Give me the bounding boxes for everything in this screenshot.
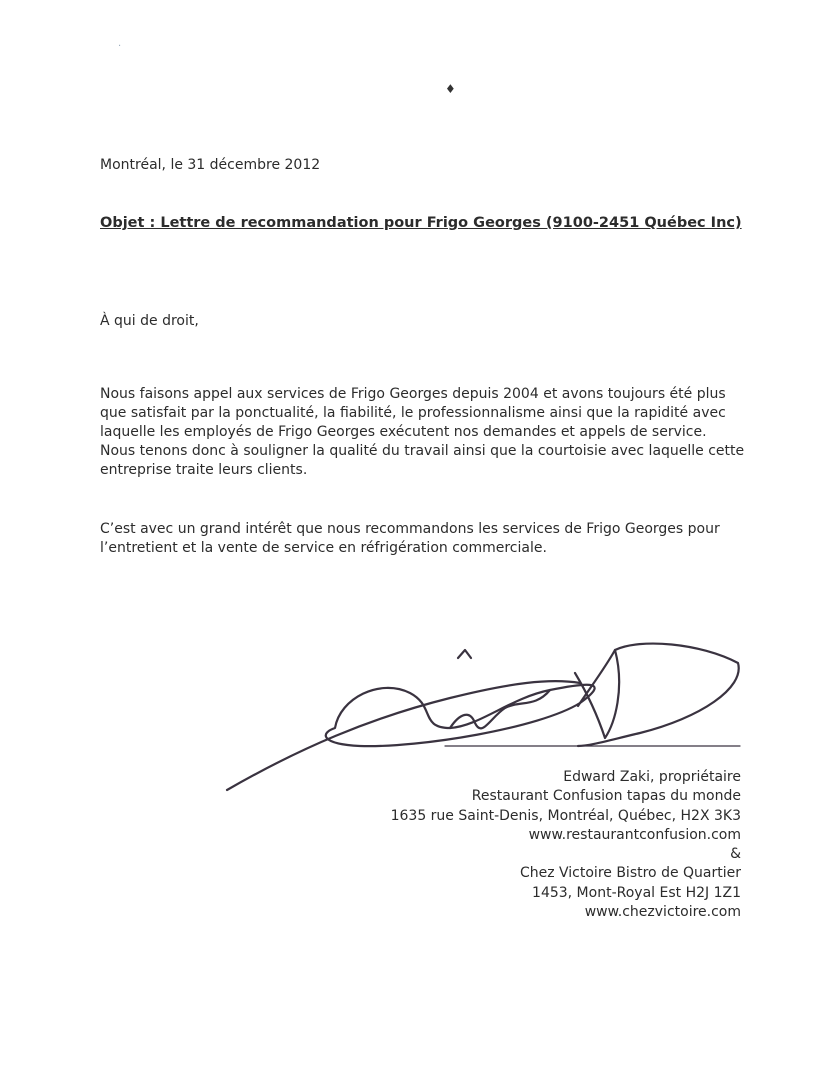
paragraph-line: C’est avec un grand intérêt que nous recommandons les services de Frigo Georges pour bbox=[100, 521, 720, 537]
body-paragraph-2 bbox=[100, 520, 720, 558]
ampersand: & bbox=[730, 846, 741, 863]
paragraph-line: l’entretient et la vente de service en réfrigération commerciale. bbox=[100, 540, 547, 556]
paragraph-line: Nous faisons appel aux services de Frigo Georges depuis 2004 et avons toujours été plus bbox=[100, 386, 726, 402]
signer-name: Edward Zaki, propriétaire bbox=[563, 769, 741, 785]
paragraph-line: laquelle les employés de Frigo Georges exécutent nos demandes et appels de service. bbox=[100, 424, 707, 440]
bistro-website: www.chezvictoire.com bbox=[584, 904, 741, 921]
paragraph-line: Nous tenons donc à souligner la qualité du travail ainsi que la courtoisie avec laquelle cette bbox=[100, 443, 745, 459]
scan-mark: ♦ bbox=[445, 82, 456, 96]
subject-line: Objet : Lettre de recommandation pour Frigo Georges (9100-2451 Québec Inc) bbox=[100, 215, 742, 231]
body-paragraph-1 bbox=[100, 385, 744, 480]
restaurant-address: 1635 rue Saint-Denis, Montréal, Québec, H2X 3K3 bbox=[390, 807, 741, 824]
paragraph-line: que satisfait par la ponctualité, la fiabilité, le professionnalisme ainsi que la rapidité avec bbox=[100, 405, 726, 421]
salutation: À qui de droit, bbox=[100, 313, 199, 329]
restaurant-website: www.restaurantconfusion.com bbox=[528, 826, 741, 843]
bistro-name: Chez Victoire Bistro de Quartier bbox=[519, 865, 741, 882]
scan-speck: · bbox=[118, 41, 122, 52]
date-line: Montréal, le 31 décembre 2012 bbox=[100, 157, 321, 173]
paragraph-line: entreprise traite leurs clients. bbox=[100, 462, 308, 478]
signature-block bbox=[391, 768, 741, 922]
bistro-address: 1453, Mont-Royal Est H2J 1Z1 bbox=[532, 884, 741, 901]
restaurant-name: Restaurant Confusion tapas du monde bbox=[471, 788, 741, 805]
